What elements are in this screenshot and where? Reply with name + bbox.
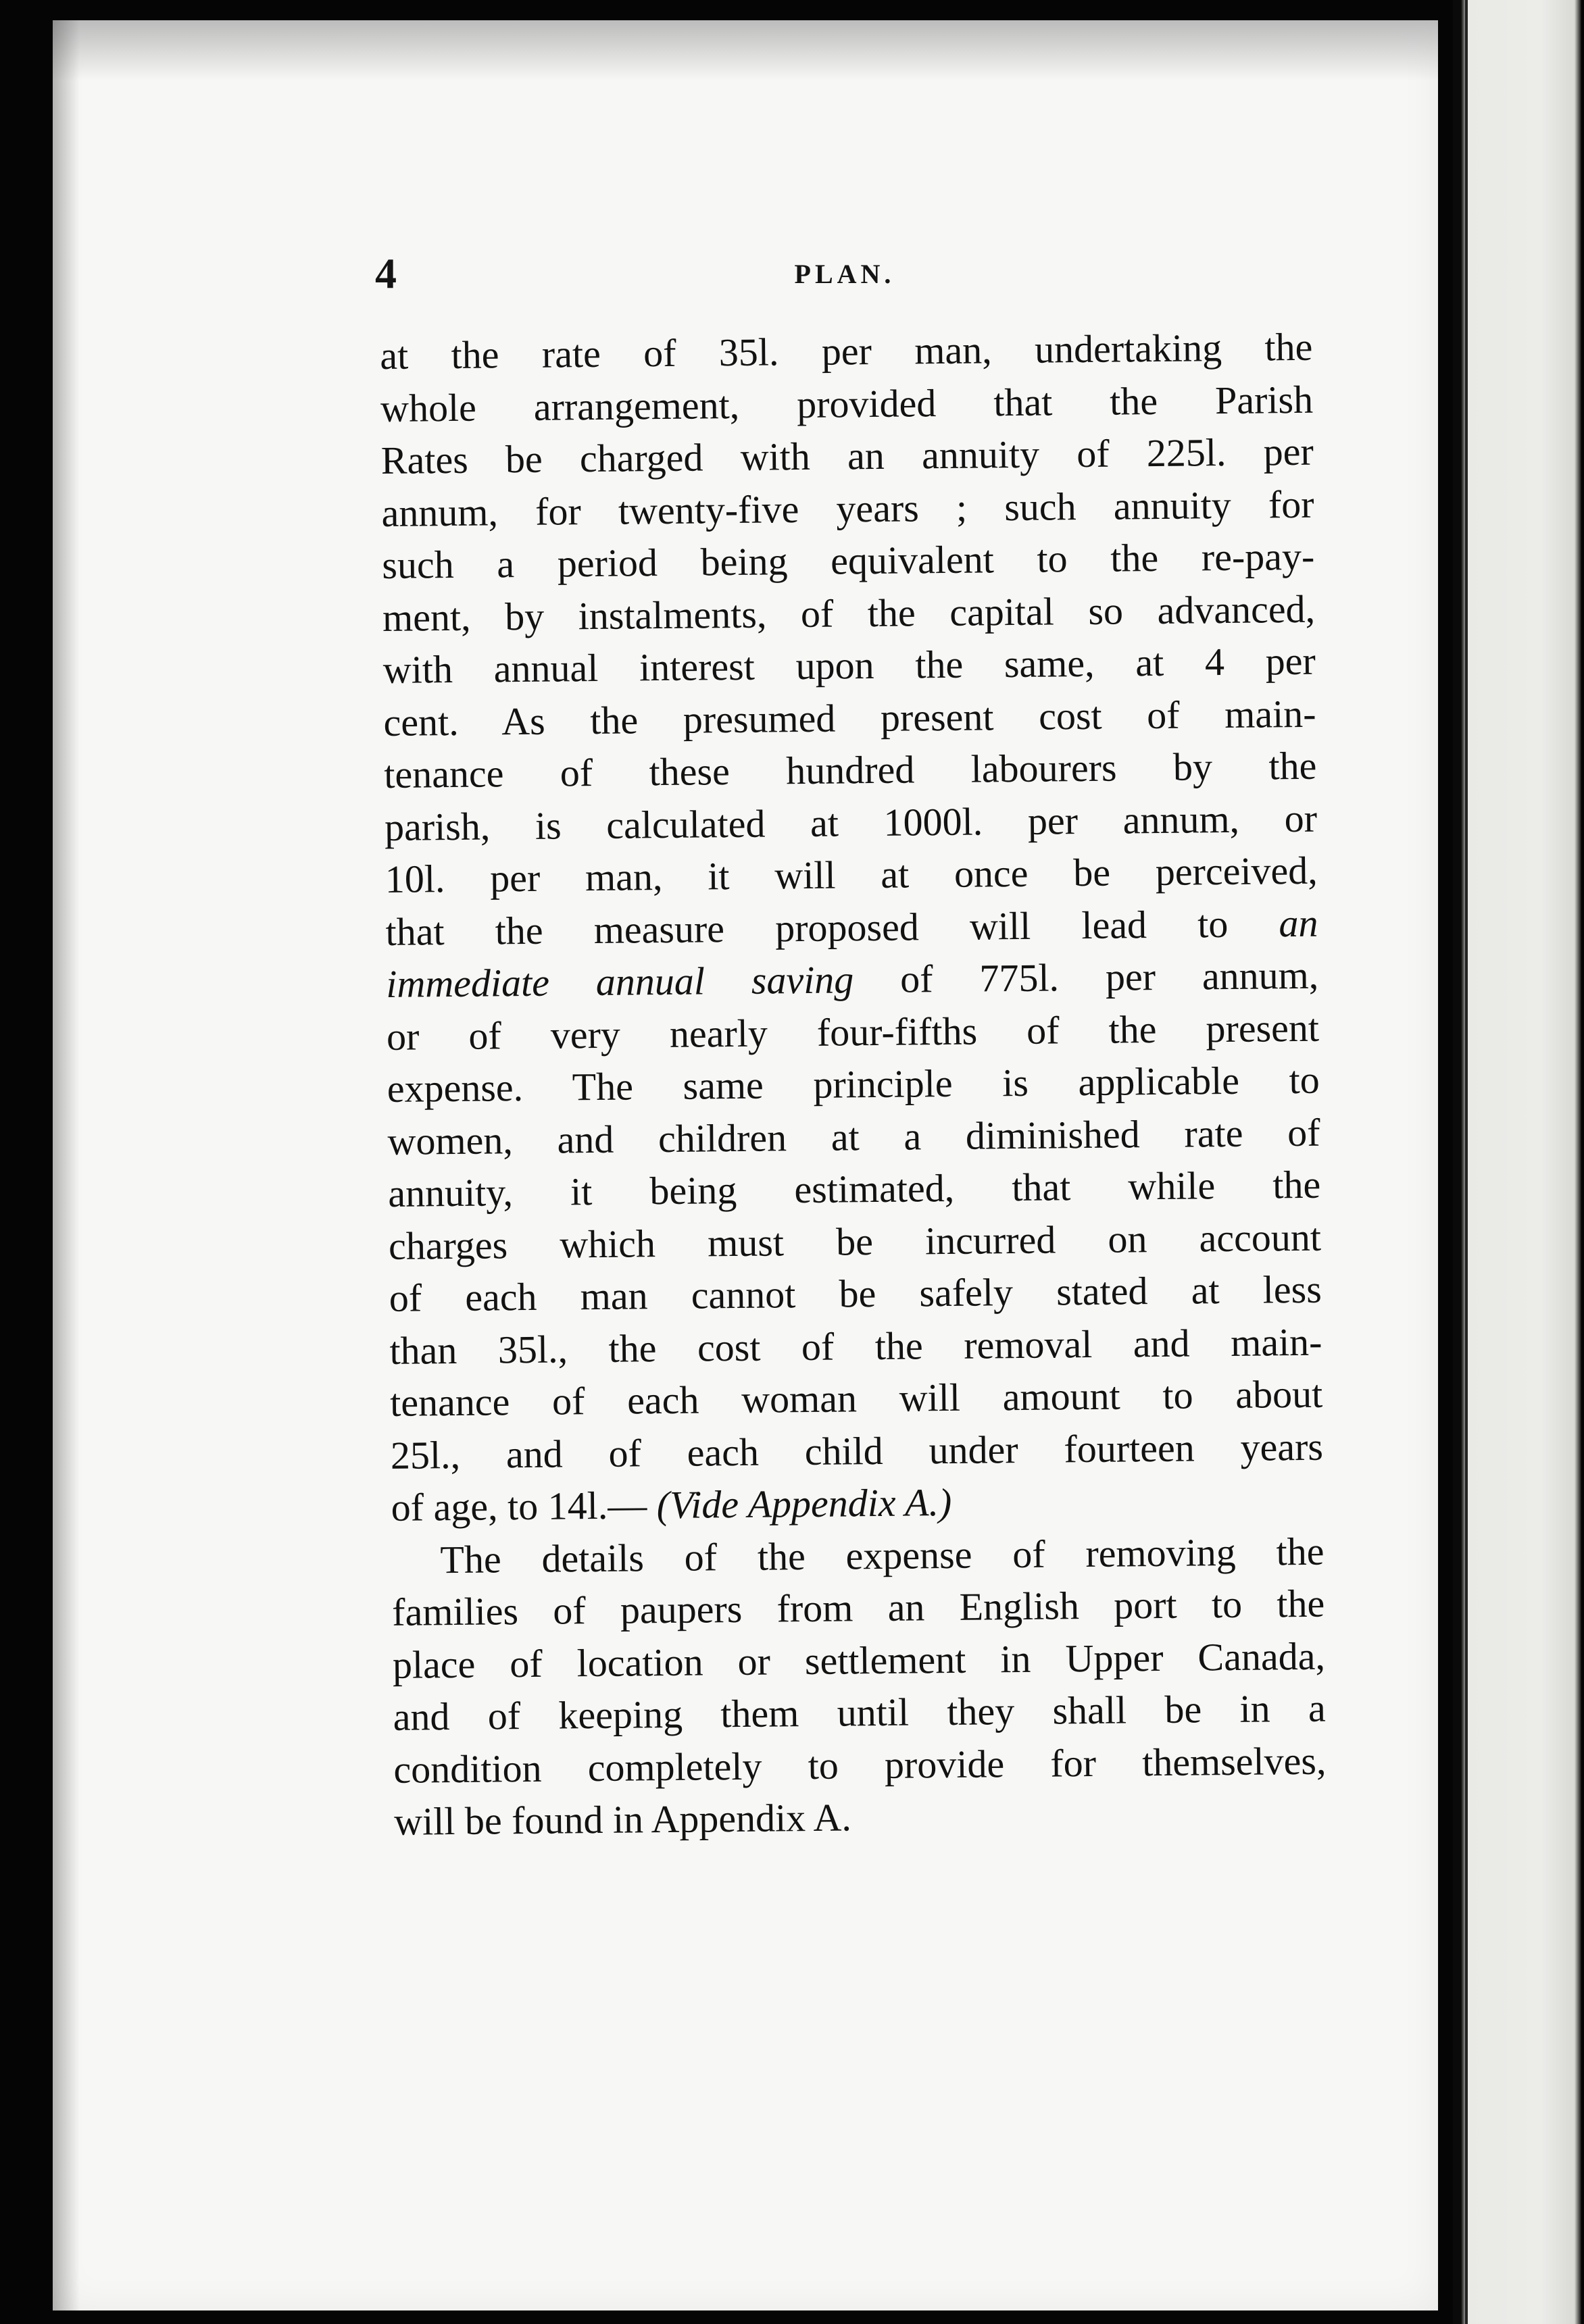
text-line: women, and children at a diminished rate of [387,1110,1320,1163]
text-line: with annual interest upon the same, at 4 per [382,638,1316,692]
text-line: expense. The same principle is applicable to [387,1057,1320,1111]
text-line: tenance of these hundred labourers by the [384,743,1317,797]
adjacent-page-edge [1453,0,1581,2324]
text-line: and of keeping them until they shall be in a [393,1686,1326,1739]
text-segment: of 775l. per annum, [853,953,1319,1002]
body-text [380,321,1327,1848]
text-line: 10l. per man, it will at once be perceived, [385,848,1318,901]
text-line: parish, is calculated at 1000l. per annum, or [384,796,1318,849]
text-line: than 35l., the cost of the removal and main- [389,1319,1322,1373]
text-line: or of very nearly four-fifths of the present [386,1005,1320,1059]
text-line: at the rate of 35l. per man, undertaking the [380,324,1313,378]
text-line: of each man cannot be safely stated at less [389,1267,1322,1320]
text-line [386,949,1319,1011]
text-line: tenance of each woman will amount to about [389,1371,1323,1425]
text-line: such a period being equivalent to the re-pay- [382,534,1315,587]
italic-text: immediate annual saving [385,957,854,1006]
text-line: The details of the expense of removing the [440,1529,1325,1582]
text-line: ment, by instalments, of the capital so advanced, [382,586,1316,640]
vide-appendix-reference: (Vide Appendix A.) [656,1480,952,1527]
page-top-shadow [53,20,1438,81]
paragraph-1 [380,321,1324,1534]
text-line: annuity, it being estimated, that while the [387,1162,1321,1215]
page-number: 4 [375,249,397,297]
text-line: will be found in Appendix A. [393,1795,852,1844]
text-line: whole arrangement, provided that the Parish [380,377,1314,430]
text-line: families of paupers from an English port to the [391,1581,1325,1634]
italic-text: an [1279,901,1318,945]
text-line: Rates be charged with an annuity of 225l. per [380,429,1314,482]
running-title: PLAN. [794,259,895,289]
text-line: charges which must be incurred on account [388,1215,1322,1268]
text-line: condition completely to provide for themselves, [393,1738,1327,1792]
edge-line [1465,0,1468,2324]
page-header [375,249,1314,296]
text-line: 25l., and of each child under fourteen years [390,1424,1324,1477]
text-line [385,896,1318,958]
text-line: cent. As the presumed present cost of main- [383,691,1316,744]
text-segment: of age, to 14l.— [391,1483,647,1530]
text-segment: that the measure proposed will lead to [385,901,1279,954]
text-line: place of location or settlement in Upper Canada, [392,1634,1326,1687]
paragraph-2 [391,1525,1327,1848]
text-line [391,1473,1324,1534]
text-line: annum, for twenty-five years ; such annuity for [381,482,1314,535]
page-left-shadow [53,20,80,2310]
